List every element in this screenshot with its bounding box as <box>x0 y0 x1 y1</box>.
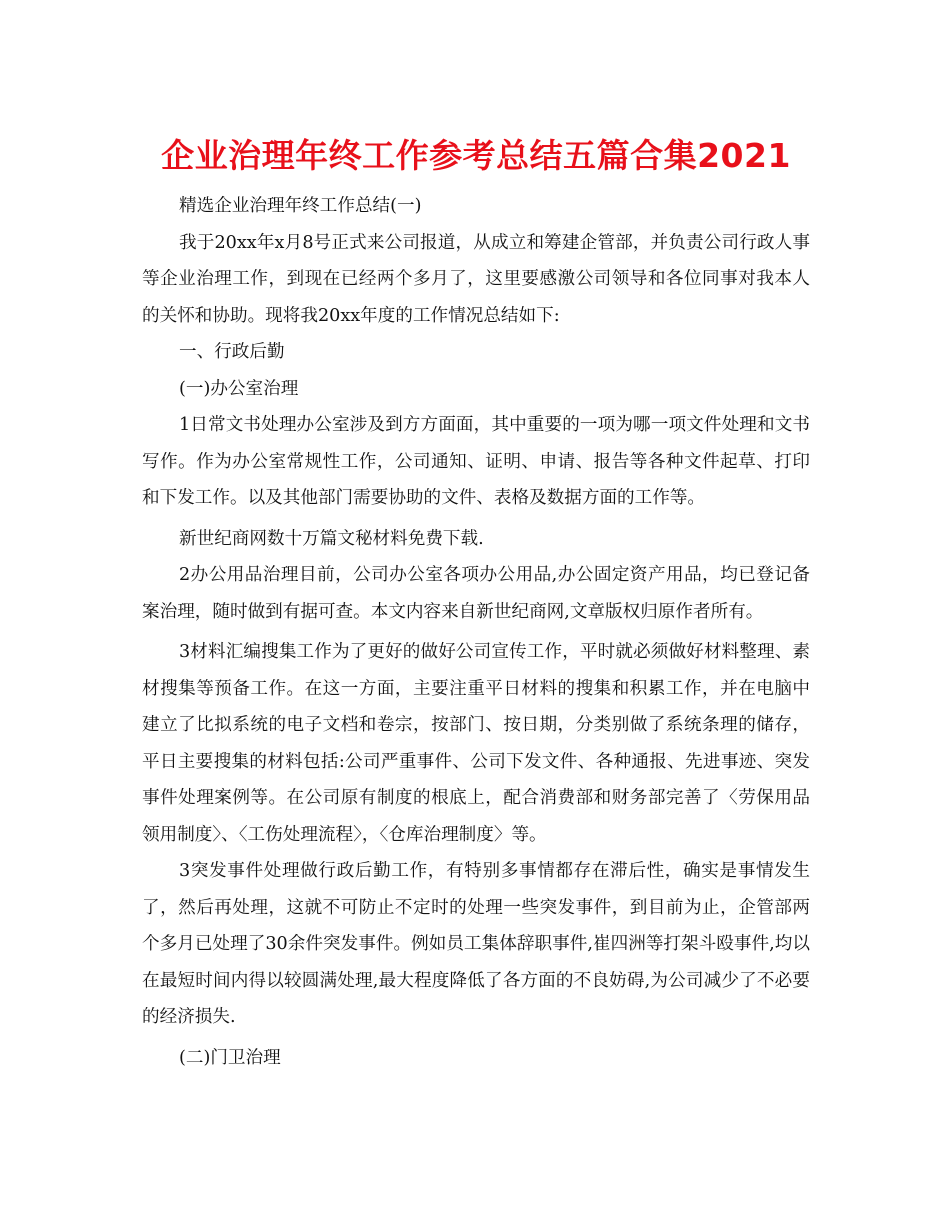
paragraph-materials: 3材料汇编搜集工作为了更好的做好公司宣传工作，平时就必须做好材料整理、素材搜集等预备工作。在这一方面，主要注重平日材料的搜集和积累工作，并在电脑中建立了比拟系统的电子文档和卷宗，按部门、按日期，分类别做了系统条理的储存，平日主要搜集的材料包括:公司严重事件、公司下发文件、各种通报、先进事迹、突发事件处理案例等。在公司原有制度的根底上，配合消费部和财务部完善了〈劳保用品领用制度〉、〈工伤处理流程〉，〈仓库治理制度〉等。 <box>142 642 810 845</box>
section-heading-admin: 一、行政后勤 <box>179 342 285 362</box>
paragraph-download-note: 新世纪商网数十万篇文秘材料免费下载. <box>179 528 484 549</box>
subsection-heading-security: (二)门卫治理 <box>179 1047 281 1068</box>
document-page <box>142 130 810 1076</box>
subsection-heading-office: (一)办公室治理 <box>179 378 299 399</box>
section-heading-1: 精选企业治理年终工作总结(一) <box>179 196 422 216</box>
paragraph-emergencies: 3突发事件处理做行政后勤工作，有特别多事情都存在滞后性，确实是事情发生了，然后再处理，这就不可防止不定时的处理一些突发事件，到目前为止，企管部两个多月已处理了30余件突发事件。例如员工集体辞职事件,崔四洲等打架斗殴事件,均以在最短时间内得以较圆满处理,最大程度降低了各方面的不良妨碍,为公司减少了不必要的经济损失. <box>142 861 810 1027</box>
document-title: 企业治理年终工作参考总结五篇合集2021 <box>161 136 791 175</box>
paragraph-documents: 1日常文书处理办公室涉及到方方面面，其中重要的一项为哪一项文件处理和文书写作。作为办公室常规性工作，公司通知、证明、申请、报告等各种文件起草、打印和下发工作。以及其他部门需要协助的文件、表格及数据方面的工作等。 <box>142 415 810 508</box>
paragraph-intro: 我于20xx年x月8号正式来公司报道，从成立和筹建企管部，并负责公司行政人事等企业治理工作，到现在已经两个多月了，这里要感激公司领导和各位同事对我本人的关怀和协助。现将我20xx年度的工作情况总结如下: <box>142 232 810 326</box>
paragraph-office-supplies: 2办公用品治理目前，公司办公室各项办公用品,办公固定资产用品，均已登记备案治理，随时做到有据可查。本文内容来自新世纪商网,文章版权归原作者所有。 <box>142 565 810 622</box>
